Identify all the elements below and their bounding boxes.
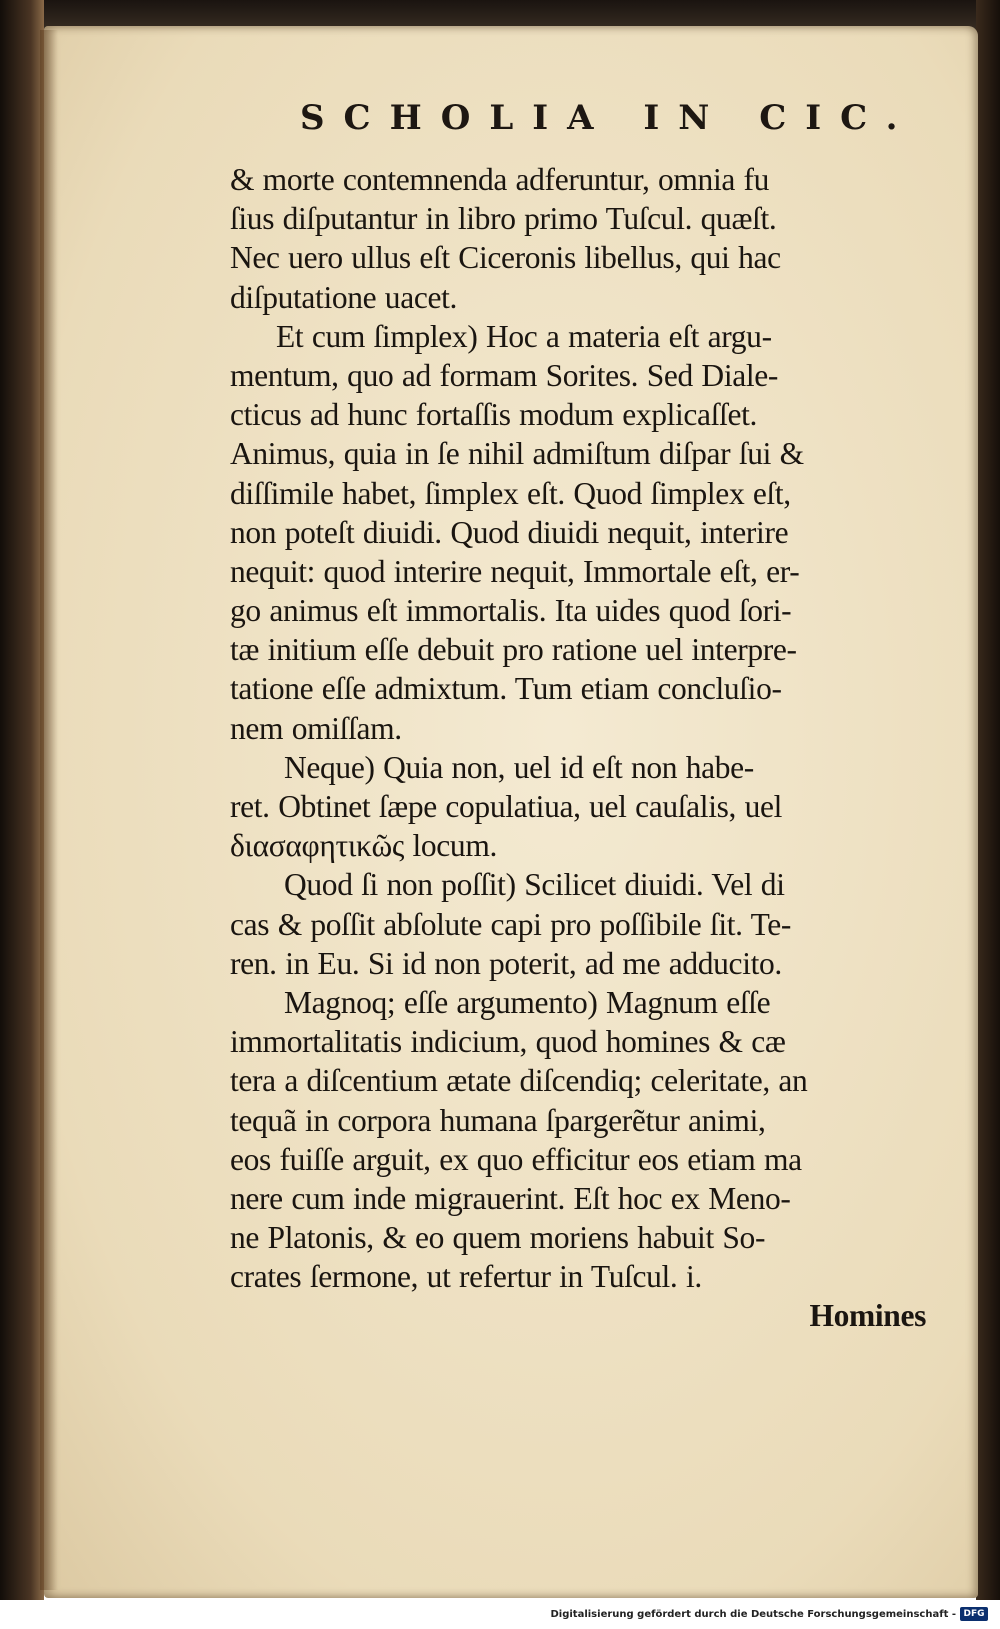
digitization-footer bbox=[0, 1601, 1000, 1629]
text-line: diſſimile habet, ſimplex eſt. Quod ſimplex eſt, bbox=[230, 475, 791, 511]
text-line: immortalitatis indicium, quod homines & cæ bbox=[230, 1024, 786, 1060]
text-line: Quod ſi non poſſit) Scilicet diuidi. Vel di bbox=[284, 867, 785, 903]
text-line: tequã in corpora humana ſpargerẽtur animi, bbox=[230, 1102, 766, 1138]
page-gutter bbox=[40, 30, 58, 1590]
text-line: Neque) Quia non, uel id eſt non habe- bbox=[284, 749, 754, 785]
text-line: go animus eſt immortalis. Ita uides quod ſori- bbox=[230, 593, 792, 629]
text-line: nequit: quod interire nequit, Immortale eſt, er- bbox=[230, 553, 800, 589]
text-line: Et cum ſimplex) Hoc a materia eſt argu- bbox=[276, 318, 772, 354]
text-line: nere cum inde migrauerint. Eſt hoc ex Meno- bbox=[230, 1180, 791, 1216]
text-line: Animus, quia in ſe nihil admiſtum diſpar ſui & bbox=[230, 436, 804, 472]
text-line: ren. in Eu. Si id non poterit, ad me adducito. bbox=[230, 945, 782, 981]
text-line: & morte contemnenda adferuntur, omnia fu bbox=[230, 162, 770, 197]
dfg-logo: DFG bbox=[960, 1607, 988, 1621]
text-line: ſius diſputantur in libro primo Tuſcul. quæſt. bbox=[230, 201, 777, 237]
text-line: diſputatione uacet. bbox=[230, 279, 458, 315]
text-line: nem omiſſam. bbox=[230, 710, 402, 746]
text-line: διασαφητικῶς locum. bbox=[230, 828, 498, 864]
text-line: non poteſt diuidi. Quod diuidi nequit, interire bbox=[230, 514, 789, 550]
text-line: cticus ad hunc fortaſſis modum explicaſſet. bbox=[230, 397, 758, 433]
text-line: cas & poſſit abſolute capi pro poſſibile ſit. Te- bbox=[230, 906, 792, 942]
text-line: mentum, quo ad formam Sorites. Sed Diale- bbox=[230, 357, 779, 393]
text-line: crates ſermone, ut refertur in Tuſcul. i. bbox=[230, 1259, 702, 1295]
book-edge-right bbox=[976, 0, 1000, 1600]
text-line: ne Platonis, & eo quem moriens habuit So- bbox=[230, 1220, 766, 1256]
funding-credit: Digitalisierung gefördert durch die Deutsche Forschungsgemeinschaft - bbox=[550, 1609, 956, 1620]
text-line: tæ initium eſſe debuit pro ratione uel interpre- bbox=[230, 632, 797, 668]
text-line: tatione eſſe admixtum. Tum etiam concluſio- bbox=[230, 671, 782, 707]
text-line: Magnoq; eſſe argumento) Magnum eſſe bbox=[284, 984, 771, 1020]
book-edge-left bbox=[0, 0, 44, 1600]
text-line: Nec uero ullus eſt Ciceronis libellus, qui hac bbox=[230, 240, 781, 276]
body-text bbox=[230, 160, 950, 1336]
catchword: Homines bbox=[809, 1298, 926, 1334]
text-line: tera a diſcentium ætate diſcendiq; celeritate, an bbox=[230, 1063, 808, 1099]
text-line: ret. Obtinet ſæpe copulatiua, uel cauſalis, uel bbox=[230, 789, 782, 824]
running-head: SCHOLIA IN CIC. bbox=[300, 98, 917, 138]
text-line: eos fuiſſe arguit, ex quo efficitur eos etiam ma bbox=[230, 1141, 802, 1177]
